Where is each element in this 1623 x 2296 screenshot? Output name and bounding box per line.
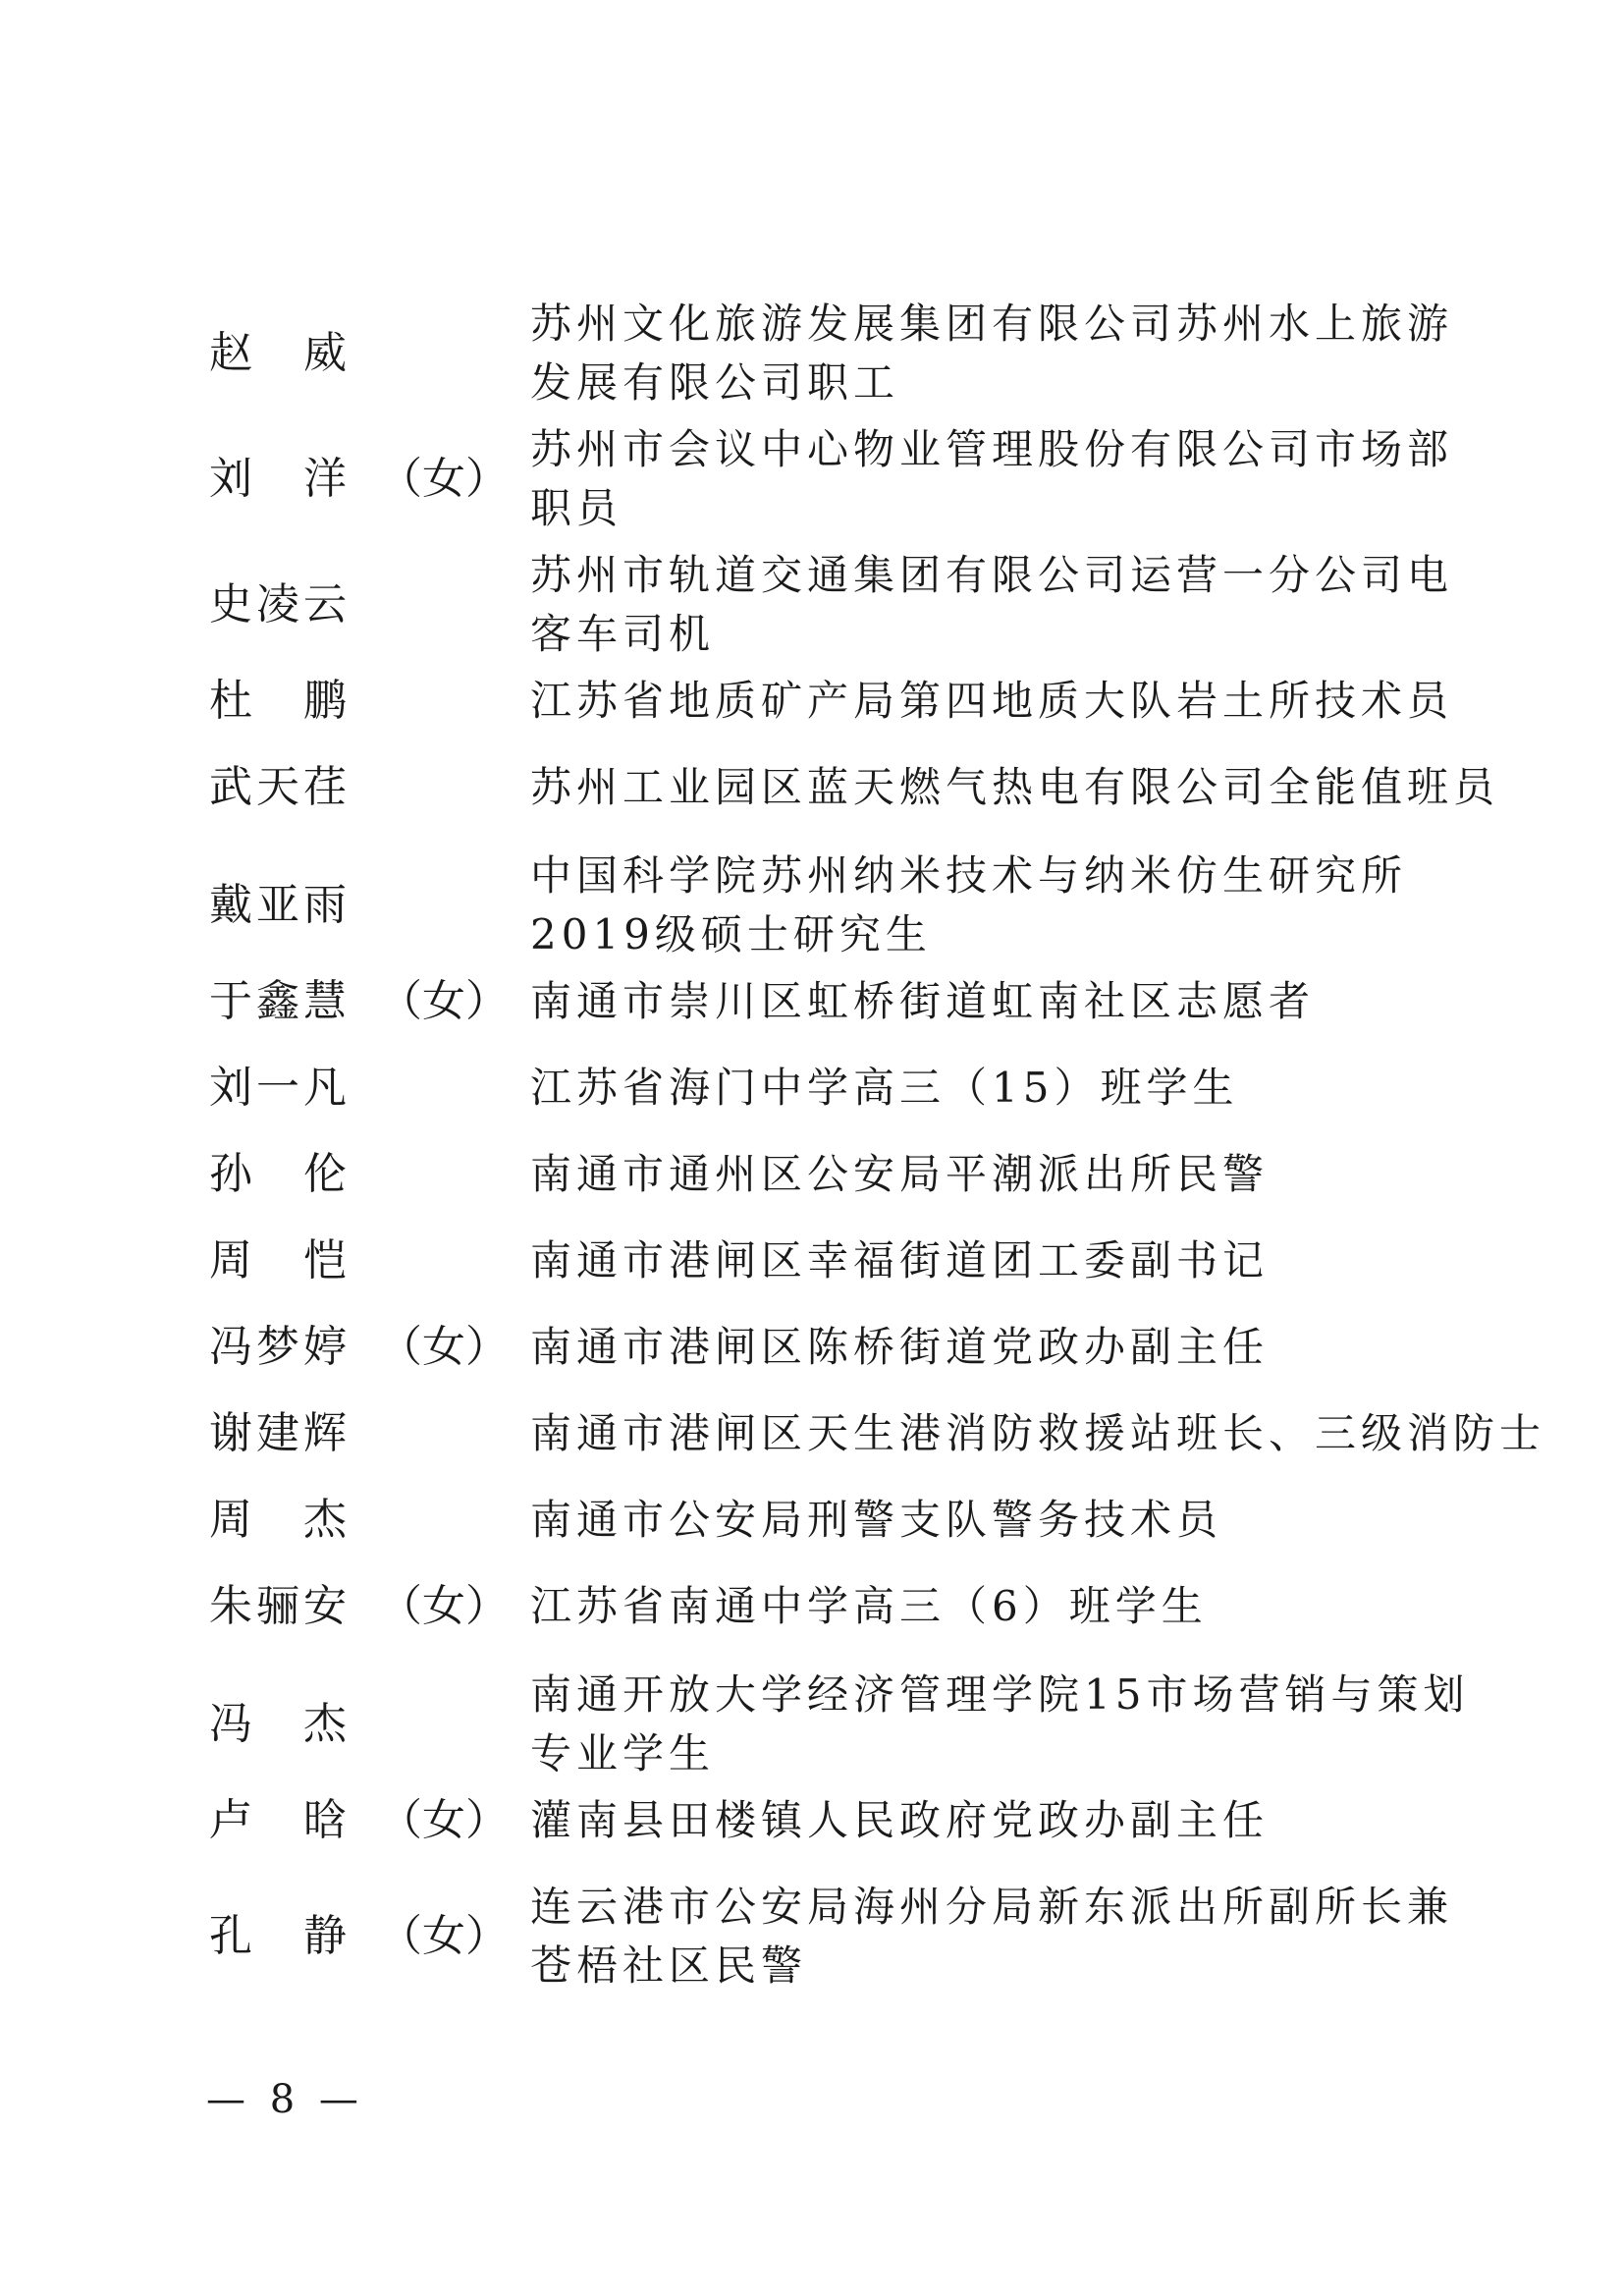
- description-line: 南通市港闸区陈桥街道党政办副主任: [530, 1323, 1270, 1371]
- person-description: [530, 420, 1454, 538]
- person-description: [530, 1666, 1470, 1783]
- person-description: [530, 1577, 1414, 1636]
- description-line: 连云港市公安局海州分局新东派出所副所长兼: [530, 1883, 1454, 1931]
- description-line: 专业学生: [530, 1729, 716, 1777]
- person-name: 刘 洋: [209, 454, 351, 504]
- person-description: [530, 1231, 1414, 1290]
- description-line: 客车司机: [530, 610, 716, 658]
- description-line: 江苏省地质矿产局第四地质大队岩土所技术员: [530, 677, 1454, 725]
- description-line: 2019级硕士研究生: [530, 910, 932, 958]
- person-description: [530, 847, 1414, 964]
- person-name: 卢 晗: [209, 1795, 351, 1845]
- person-name: 赵 威: [209, 328, 351, 378]
- description-line: 南通市港闸区天生港消防救援站班长、三级消防士: [530, 1409, 1546, 1457]
- description-line: 苏州市轨道交通集团有限公司运营一分公司电: [530, 551, 1454, 599]
- person-description: [530, 1791, 1414, 1850]
- gender-note: （女）: [379, 1322, 509, 1372]
- person-description: [530, 1404, 1546, 1463]
- person-description: [530, 758, 1500, 817]
- person-description: [530, 1145, 1414, 1204]
- person-description: [530, 1318, 1414, 1377]
- person-name: 朱骊安: [209, 1581, 351, 1631]
- description-line: 南通市公安局刑警支队警务技术员: [530, 1496, 1223, 1544]
- description-line: 南通开放大学经济管理学院15市场营销与策划: [530, 1670, 1470, 1719]
- person-description: [530, 1878, 1454, 1995]
- gender-note: （女）: [379, 976, 509, 1026]
- description-line: 江苏省海门中学高三（15）班学生: [530, 1064, 1239, 1112]
- description-line: 苏州工业园区蓝天燃气热电有限公司全能值班员: [530, 763, 1500, 811]
- person-description: [530, 672, 1454, 731]
- description-line: 南通市港闸区幸福街道团工委副书记: [530, 1236, 1270, 1285]
- person-name: 史凌云: [209, 579, 351, 629]
- description-line: 灌南县田楼镇人民政府党政办副主任: [530, 1796, 1270, 1844]
- description-line: 江苏省南通中学高三（6）班学生: [530, 1582, 1208, 1630]
- description-line: 苍梧社区民警: [530, 1941, 808, 1990]
- person-name: 杜 鹏: [209, 676, 351, 726]
- person-description: [530, 1059, 1414, 1118]
- gender-note: （女）: [379, 1911, 509, 1961]
- person-name: 孔 静: [209, 1911, 351, 1961]
- person-name: 谢建辉: [209, 1408, 351, 1458]
- description-line: 中国科学院苏州纳米技术与纳米仿生研究所: [530, 851, 1408, 900]
- description-line: 南通市通州区公安局平潮派出所民警: [530, 1150, 1270, 1198]
- gender-note: （女）: [379, 454, 509, 504]
- gender-note: （女）: [379, 1581, 509, 1631]
- person-description: [530, 1491, 1414, 1550]
- description-line: 南通市崇川区虹桥街道虹南社区志愿者: [530, 977, 1316, 1025]
- person-description: [530, 295, 1454, 412]
- person-name: 冯梦婷: [209, 1322, 351, 1372]
- person-name: 孙 伦: [209, 1149, 351, 1199]
- person-name: 周 恺: [209, 1235, 351, 1285]
- description-line: 苏州文化旅游发展集团有限公司苏州水上旅游: [530, 300, 1454, 348]
- person-name: 刘一凡: [209, 1063, 351, 1113]
- page-number: — 8 —: [206, 2077, 364, 2122]
- person-description: [530, 972, 1414, 1031]
- description-line: 苏州市会议中心物业管理股份有限公司市场部: [530, 425, 1454, 473]
- person-name: 周 杰: [209, 1495, 351, 1545]
- person-name: 武天荏: [209, 762, 351, 812]
- gender-note: （女）: [379, 1795, 509, 1845]
- person-name: 冯 杰: [209, 1699, 351, 1749]
- person-name: 于鑫慧: [209, 976, 351, 1026]
- person-name: 戴亚雨: [209, 880, 351, 930]
- person-description: [530, 546, 1454, 664]
- description-line: 职员: [530, 484, 623, 532]
- description-line: 发展有限公司职工: [530, 358, 900, 407]
